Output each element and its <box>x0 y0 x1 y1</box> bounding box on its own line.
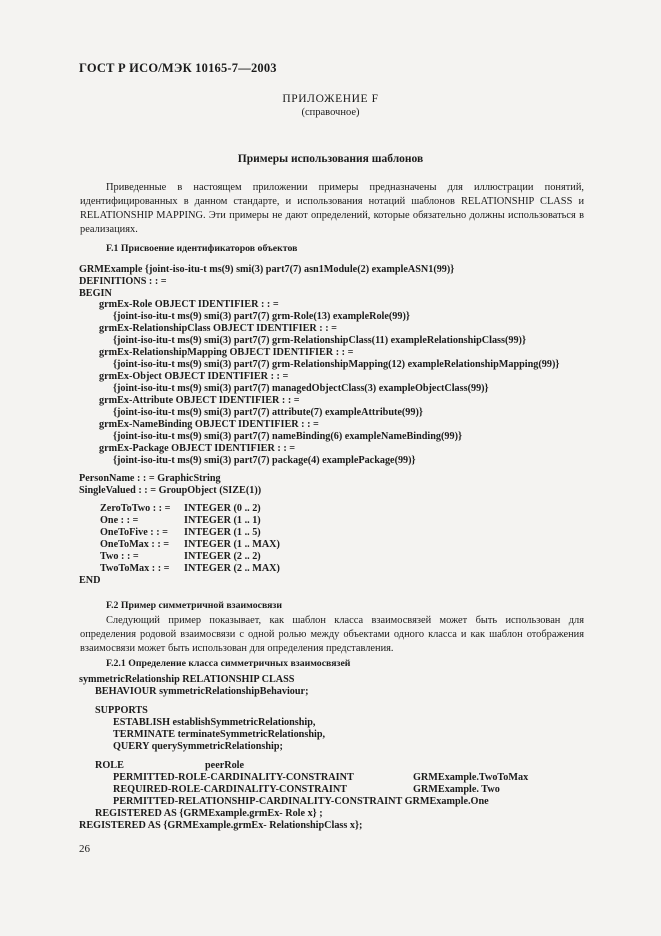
code-line: {joint-iso-itu-t ms(9) smi(3) part7(7) package(4) examplePackage(99)} <box>113 455 416 466</box>
code-line: {joint-iso-itu-t ms(9) smi(3) part7(7) grm-Role(13) exampleRole(99)} <box>113 311 410 322</box>
type-value: INTEGER (1 .. 1) <box>184 515 261 526</box>
code-line: {joint-iso-itu-t ms(9) smi(3) part7(7) attribute(7) exampleAttribute(99)} <box>113 407 423 418</box>
section-title: Примеры использования шаблонов <box>237 153 424 165</box>
code-line: PERMITTED-ROLE-CARDINALITY-CONSTRAINT <box>113 772 354 783</box>
page-number: 26 <box>79 843 90 855</box>
code-line: grmEx-Role OBJECT IDENTIFIER : : = <box>99 299 279 310</box>
code-line: BEGIN <box>79 288 112 299</box>
code-line: ROLE <box>95 760 124 771</box>
f2-1-heading: F.2.1 Определение класса симметричных взаимосвязей <box>106 658 351 669</box>
type-value: INTEGER (1 .. MAX) <box>184 539 280 550</box>
f2-paragraph: Следующий пример показывает, как шаблон класса взаимосвязей может быть использован для определения родовой взаимосвязи с одной ролью между объектами одного класса и как шаблон отображения взаимосвязи может быть использован для определения представления. <box>80 615 584 654</box>
type-name: ZeroToTwo : : = <box>100 503 171 514</box>
code-line: symmetricRelationship RELATIONSHIP CLASS <box>79 674 295 685</box>
type-name: One : : = <box>100 515 139 526</box>
code-line: REGISTERED AS {GRMExample.grmEx- RelationshipClass x}; <box>79 820 363 831</box>
code-line: END <box>79 575 101 586</box>
type-value: INTEGER (2 .. 2) <box>184 551 261 562</box>
type-value: INTEGER (2 .. MAX) <box>184 563 280 574</box>
type-value: INTEGER (0 .. 2) <box>184 503 261 514</box>
code-line: {joint-iso-itu-t ms(9) smi(3) part7(7) grm-RelationshipMapping(12) exampleRelationshipMapping(99)} <box>113 359 560 370</box>
code-line: GRMExample.TwoToMax <box>413 772 529 783</box>
code-line: grmEx-RelationshipClass OBJECT IDENTIFIER : : = <box>99 323 337 334</box>
code-line: grmEx-NameBinding OBJECT IDENTIFIER : : = <box>99 419 319 430</box>
code-line: REGISTERED AS {GRMExample.grmEx- Role x} ; <box>95 808 323 819</box>
code-line: SingleValued : : = GroupObject (SIZE(1)) <box>79 485 262 496</box>
code-line: {joint-iso-itu-t ms(9) smi(3) part7(7) nameBinding(6) exampleNameBinding(99)} <box>113 431 463 442</box>
code-line: grmEx-Object OBJECT IDENTIFIER : : = <box>99 371 289 382</box>
code-line: BEHAVIOUR symmetricRelationshipBehaviour; <box>95 686 309 697</box>
type-name: TwoToMax : : = <box>100 563 170 574</box>
type-name: Two : : = <box>100 551 139 562</box>
code-line: DEFINITIONS : : = <box>79 276 167 287</box>
code-line: PersonName : : = GraphicString <box>79 473 221 484</box>
code-line: peerRole <box>205 760 245 771</box>
code-line: REQUIRED-ROLE-CARDINALITY-CONSTRAINT <box>113 784 347 795</box>
code-line: grmEx-Package OBJECT IDENTIFIER : : = <box>99 443 296 454</box>
code-line: grmEx-Attribute OBJECT IDENTIFIER : : = <box>99 395 300 406</box>
type-name: OneToFive : : = <box>100 527 168 538</box>
f2-heading: F.2 Пример симметричной взаимосвязи <box>106 600 282 611</box>
intro-paragraph: Приведенные в настоящем приложении примеры предназначены для иллюстрации понятий, идентифицированных в данном стандарте, и использования нотаций шаблонов RELATIONSHIP CLASS и RELATIONSHIP MAPPING. Эти примеры не дают определений, которые обязательно должны использоваться в реализациях. <box>80 182 584 235</box>
code-line: SUPPORTS <box>95 705 148 716</box>
code-line: grmEx-RelationshipMapping OBJECT IDENTIFIER : : = <box>99 347 354 358</box>
annex-title: ПРИЛОЖЕНИЕ F <box>282 93 379 105</box>
code-line: GRMExample. Two <box>413 784 500 795</box>
type-name: OneToMax : : = <box>100 539 170 550</box>
code-line: TERMINATE terminateSymmetricRelationship, <box>113 729 326 740</box>
code-line: ESTABLISH establishSymmetricRelationship, <box>113 717 316 728</box>
code-line: {joint-iso-itu-t ms(9) smi(3) part7(7) managedObjectClass(3) exampleObjectClass(99)} <box>113 383 489 394</box>
type-value: INTEGER (1 .. 5) <box>184 527 261 538</box>
code-line: QUERY querySymmetricRelationship; <box>113 741 283 752</box>
document-header: ГОСТ Р ИСО/МЭК 10165-7—2003 <box>79 61 277 75</box>
code-line: PERMITTED-RELATIONSHIP-CARDINALITY-CONSTRAINT GRMExample.One <box>113 796 489 807</box>
code-line: {joint-iso-itu-t ms(9) smi(3) part7(7) grm-RelationshipClass(11) exampleRelationshipClass(99)} <box>113 335 526 346</box>
annex-subtitle: (справочное) <box>301 107 360 118</box>
f1-heading: F.1 Присвоение идентификаторов объектов <box>106 243 298 254</box>
code-line: GRMExample {joint-iso-itu-t ms(9) smi(3) part7(7) asn1Module(2) exampleASN1(99)} <box>79 264 455 275</box>
